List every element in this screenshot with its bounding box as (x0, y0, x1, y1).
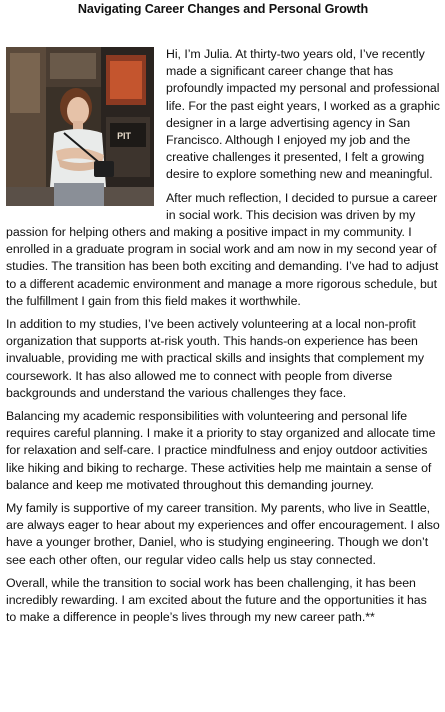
shop-sign-text: PIT (117, 131, 131, 141)
document-title: Navigating Career Changes and Personal Growth (77, 2, 369, 16)
paragraph-4: Balancing my academic responsibilities with volunteering and personal life requires careful planning. I make it a priority to stay organized and allocate time for relaxation and self-care. I practice mindfulness and enjoy outdoor activities like hiking and biking to recharge. These activities help me maintain a sense of balance and keep me motivated throughout this demanding journey. (6, 409, 436, 492)
paragraph-5: My family is supportive of my career transition. My parents, who live in Seattle, are always eager to hear about my experiences and offer encouragement. I also have a younger brother, Daniel, who is studying engineering. Though we don’t see each other often, our regular video calls help us stay connected. (6, 501, 440, 567)
paragraph-6: Overall, while the transition to social work has been challenging, it has been incredibly rewarding. I am excited about the future and the opportunities it has to make a difference in people’s lives through my new career path.** (6, 575, 427, 625)
portrait-illustration (6, 47, 154, 206)
paragraph-1: Hi, I’m Julia. At thirty-two years old, I’ve recently made a significant career change that has profoundly impacted my personal and professional life. For the past eight years, I worked as a graphic designer in a large advertising agency in San Francisco. Although I enjoyed my job and the creative challenges it presented, I felt a growing desire to explore something new and meaningful. (166, 47, 440, 182)
portrait-photo (6, 47, 154, 206)
paragraph-3: In addition to my studies, I’ve been actively volunteering at a local non-profit organization that supports at-risk youth. This hands-on experience has been invaluable, providing me with practical skills and insights that complement my coursework. It has also allowed me to connect with people from diverse backgrounds and understand the various challenges they face. (6, 317, 425, 400)
paragraph-2: After much reflection, I decided to pursue a career in social work. This decision was driven by my passion for helping others and making a positive impact in my community. I enrolled in a graduate program in social work and am now in my second year of studies. The transition has been both exciting and demanding. I’ve had to adjust to a different academic environment and manage a more rigorous schedule, but the fulfillment I gain from this field makes it worthwhile. (6, 190, 439, 308)
document-body (6, 46, 440, 627)
